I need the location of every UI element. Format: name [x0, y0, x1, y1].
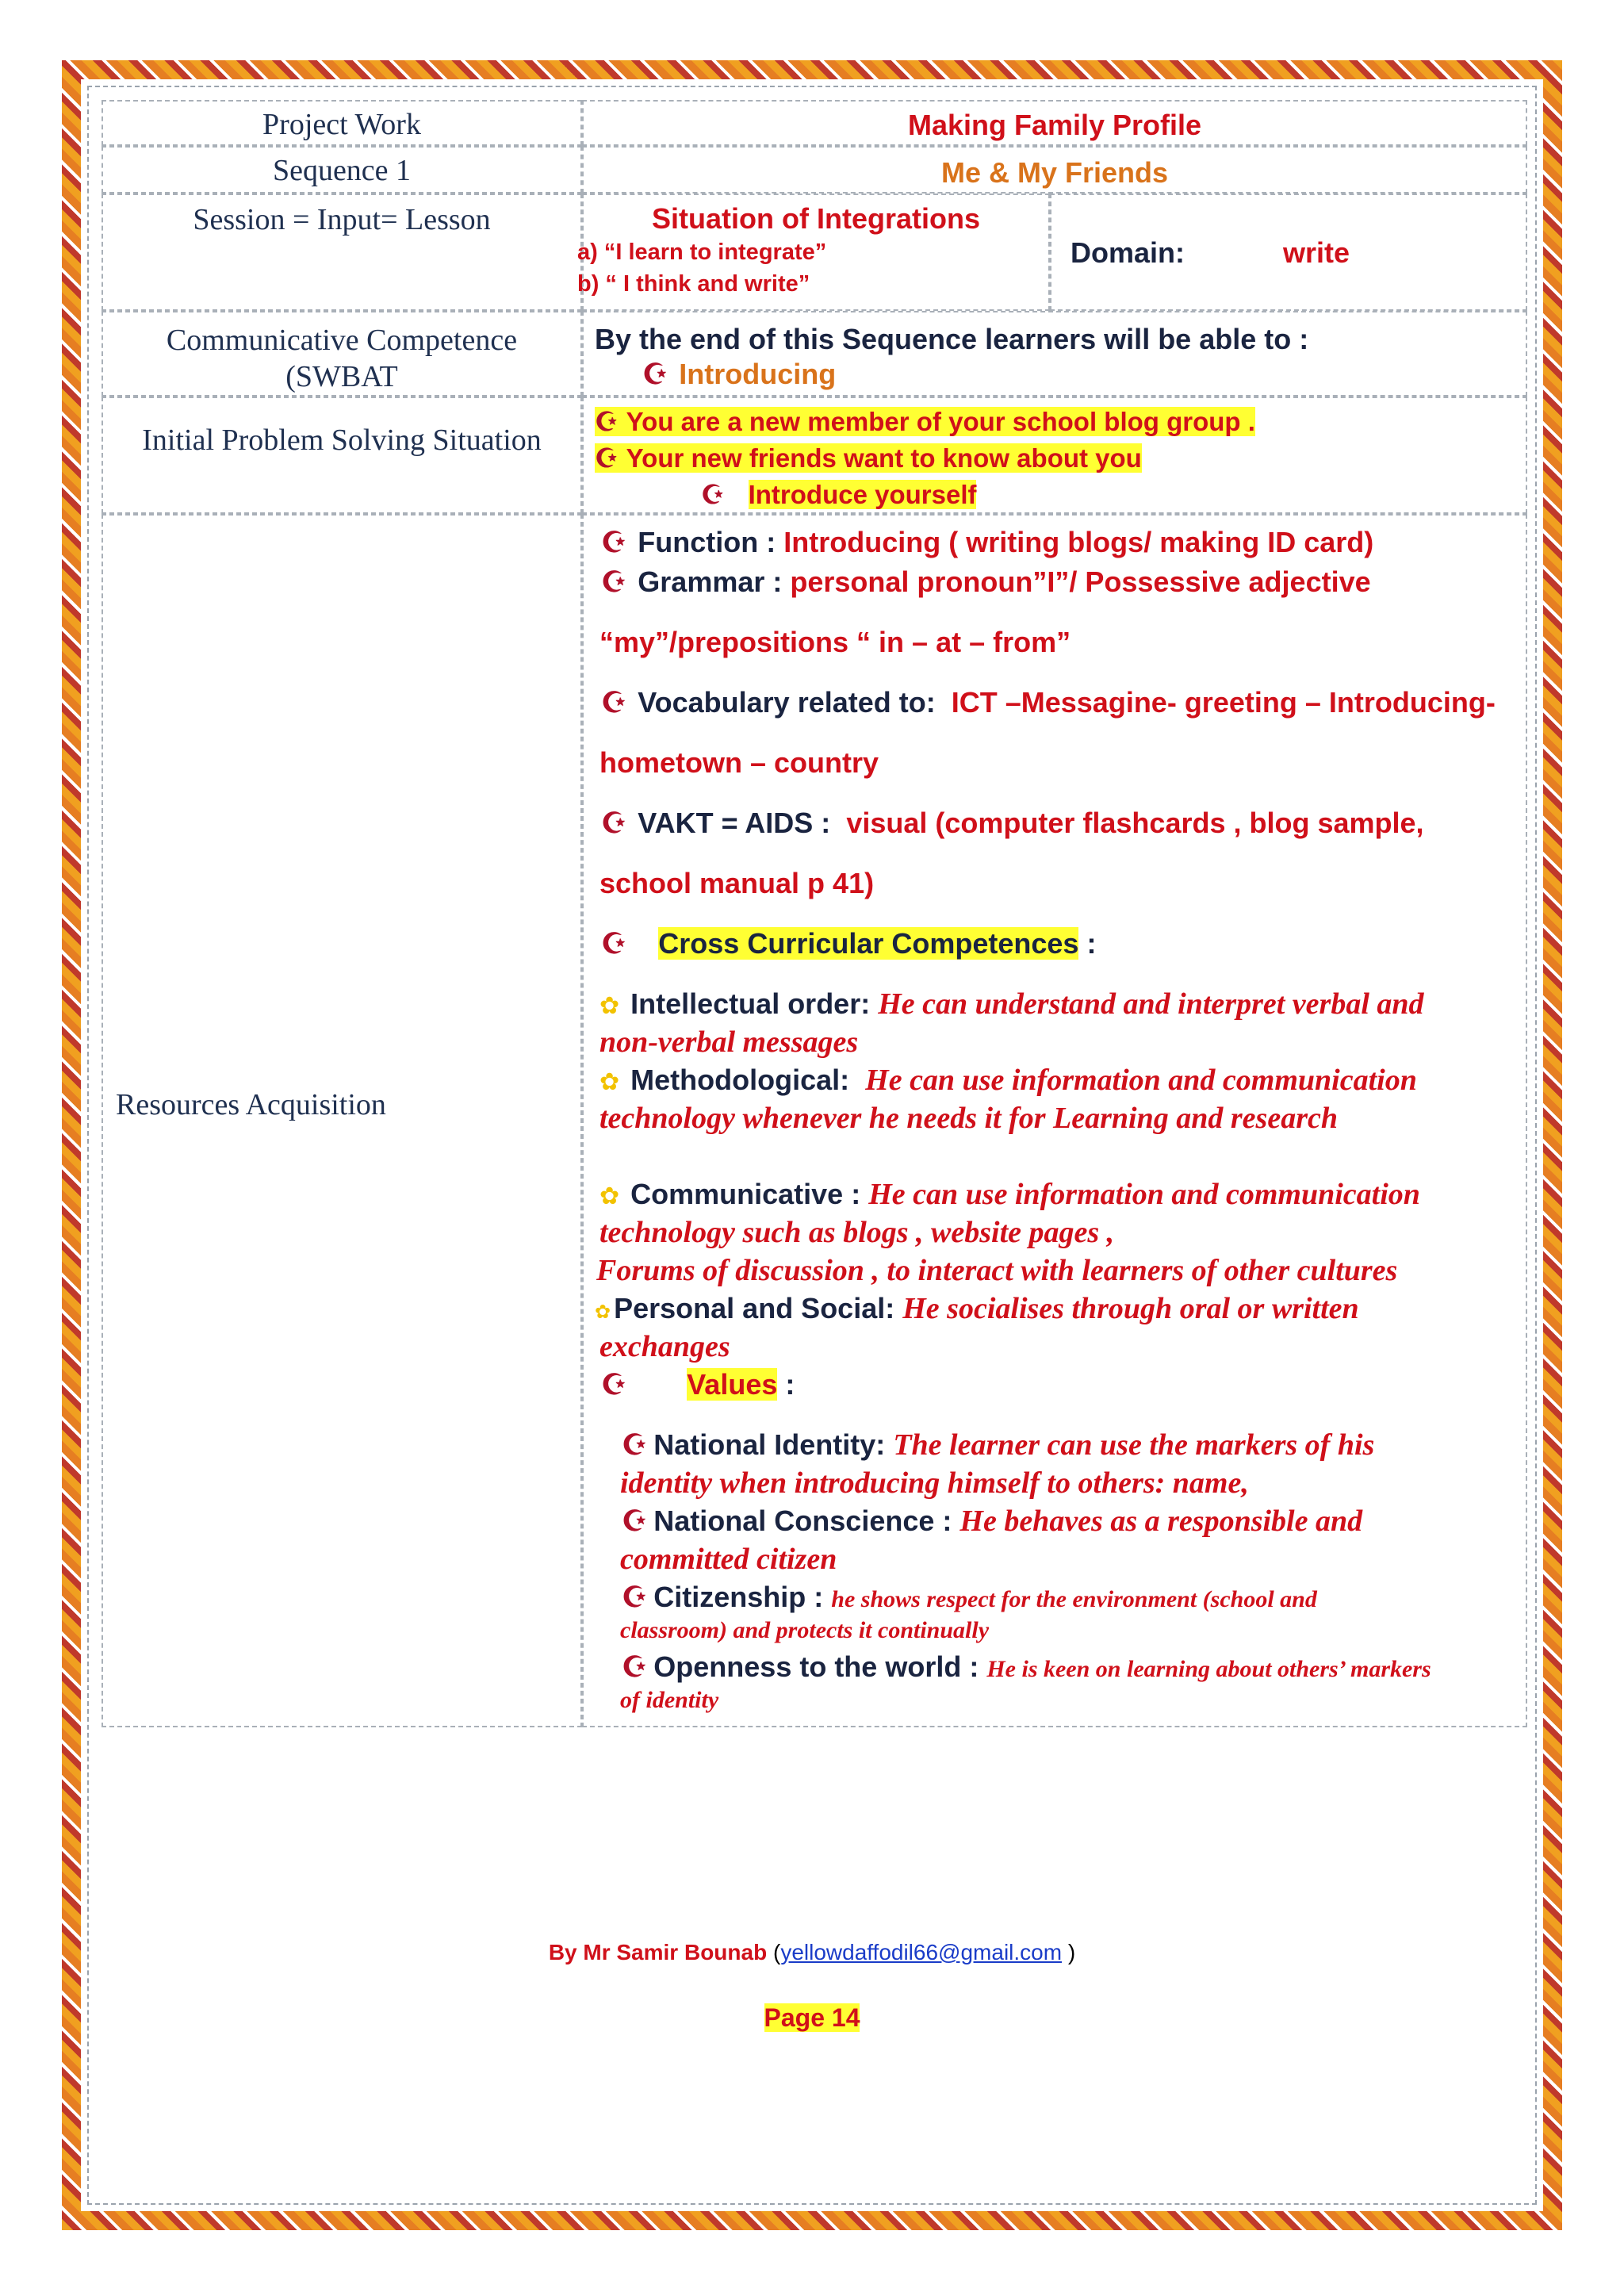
flower-icon: ✿	[599, 1183, 620, 1209]
national-conscience-value: He behaves as a responsible and	[959, 1504, 1363, 1538]
citizenship-value-line2: classroom) and protects it continually	[620, 1617, 990, 1643]
national-identity-value-line2: identity when introducing himself to others: name,	[620, 1466, 1249, 1500]
project-label-cell	[102, 100, 582, 146]
competence-value-cell	[582, 311, 1527, 397]
domain-value: write	[1283, 236, 1350, 269]
personal-social-value-line2: exchanges	[599, 1330, 730, 1363]
communicative-line	[599, 1177, 1420, 1214]
integration-b: b) “ I think and write”	[577, 271, 810, 297]
intellectual-label: Intellectual order:	[630, 987, 871, 1020]
open-paren: (	[772, 1940, 781, 1964]
national-identity-value: The learner can use the markers of his	[893, 1428, 1375, 1462]
national-identity-label: National Identity:	[653, 1428, 886, 1461]
communicative-value: He can use information and communication	[868, 1178, 1420, 1211]
crescent-star-icon: ☪	[595, 443, 619, 473]
page-number: Page 14	[764, 2003, 860, 2032]
competence-item-text: Introducing	[679, 358, 837, 390]
crescent-star-icon: ☪	[622, 1581, 648, 1613]
methodological-value: He can use information and communication	[865, 1064, 1417, 1097]
citizenship-value: he shows respect for the environment (school and	[831, 1586, 1317, 1612]
author-name: By Mr Samir Bounab	[548, 1940, 768, 1964]
integration-title: Situation of Integrations	[652, 202, 980, 235]
vocab-line	[601, 685, 1496, 720]
session-label: Session = Input= Lesson	[193, 203, 491, 236]
project-value-cell	[582, 100, 1527, 146]
grammar-value: personal pronoun”I”/ Possessive adjective	[790, 565, 1371, 598]
intellectual-value: He can understand and interpret verbal and	[878, 987, 1424, 1021]
citizenship-label: Citizenship :	[653, 1581, 824, 1613]
crescent-star-icon: ☪	[601, 1368, 627, 1401]
project-title: Making Family Profile	[907, 109, 1202, 141]
integration-a: a) “I learn to integrate”	[577, 240, 827, 265]
national-identity-line	[622, 1428, 1374, 1462]
personal-social-value: He socialises through oral or written	[902, 1292, 1359, 1325]
personal-social-line	[595, 1291, 1359, 1330]
crescent-star-icon: ☪	[701, 480, 725, 509]
problem-value-cell	[582, 397, 1527, 514]
crescent-star-icon: ☪	[595, 407, 619, 436]
domain-label: Domain:	[1071, 236, 1185, 269]
session-label-cell	[102, 194, 582, 311]
competence-label-cell	[102, 311, 582, 397]
problem-line2-text: Your new friends want to know about you	[626, 443, 1142, 473]
vakt-value: visual (computer flashcards , blog sample,	[846, 807, 1424, 839]
problem-line3	[701, 477, 976, 512]
methodological-line	[599, 1063, 1417, 1100]
vocab-value: ICT –Messagine- greeting – Introducing-	[951, 686, 1496, 719]
domain-cell	[1050, 194, 1527, 311]
grammar-line	[601, 565, 1371, 600]
resources-label-cell	[102, 514, 582, 1727]
crescent-star-icon: ☪	[622, 1428, 648, 1461]
flower-icon: ✿	[599, 1069, 620, 1095]
problem-line3-text: Introduce yourself	[748, 480, 977, 509]
openness-label: Openness to the world :	[653, 1650, 979, 1683]
methodological-value-line2: technology whenever he needs it for Learning and research	[599, 1102, 1338, 1135]
crescent-star-icon: ☪	[622, 1504, 648, 1537]
problem-label: Initial Problem Solving Situation	[142, 424, 542, 457]
function-value: Introducing ( writing blogs/ making ID card)	[783, 526, 1374, 558]
personal-social-label: Personal and Social:	[614, 1292, 895, 1324]
cross-curricular-colon: :	[1086, 927, 1097, 960]
national-conscience-line	[622, 1504, 1362, 1539]
resources-value-cell	[582, 514, 1527, 1727]
cross-curricular-label: Cross Curricular Competences	[658, 927, 1079, 960]
vakt-line	[601, 806, 1424, 841]
communicative-label: Communicative :	[630, 1178, 861, 1210]
openness-value-line2: of identity	[620, 1687, 719, 1713]
project-label: Project Work	[262, 108, 421, 141]
integration-cell	[577, 194, 1050, 311]
values-line	[601, 1367, 795, 1402]
vakt-label: VAKT = AIDS :	[638, 807, 831, 839]
problem-label-cell	[102, 397, 582, 514]
sequence-value-cell	[582, 146, 1527, 194]
methodological-label: Methodological:	[630, 1064, 850, 1096]
flower-icon: ✿	[595, 1301, 611, 1323]
intellectual-line	[599, 987, 1424, 1024]
function-line	[601, 525, 1373, 560]
page-number-row	[0, 2003, 1624, 2033]
vocab-value-line2: hometown – country	[599, 746, 879, 779]
problem-line1	[595, 404, 1255, 439]
competence-intro: By the end of this Sequence learners will be able to :	[595, 323, 1309, 355]
crescent-star-icon: ☪	[622, 1650, 648, 1683]
vakt-value-line2: school manual p 41)	[599, 867, 875, 899]
flower-icon: ✿	[599, 993, 620, 1019]
communicative-value-line3: Forums of discussion , to interact with learners of other cultures	[596, 1254, 1398, 1287]
crescent-star-icon: ☪	[642, 358, 668, 390]
competence-label-line1: Communicative Competence	[166, 324, 518, 357]
grammar-label: Grammar :	[638, 565, 783, 598]
close-paren: )	[1062, 1940, 1076, 1964]
values-label: Values	[687, 1368, 778, 1401]
grammar-value-line2: “my”/prepositions “ in – at – from”	[599, 626, 1071, 658]
cross-curricular-line	[601, 926, 1096, 961]
openness-line	[622, 1650, 1431, 1687]
vocab-label: Vocabulary related to:	[638, 686, 936, 719]
crescent-star-icon: ☪	[601, 686, 627, 719]
problem-line1-text: You are a new member of your school blog group .	[626, 407, 1255, 436]
communicative-value-line2: technology such as blogs , website pages ,	[599, 1216, 1115, 1249]
function-label: Function :	[638, 526, 776, 558]
competence-label-line2: (SWBAT	[285, 360, 398, 393]
sequence-label: Sequence 1	[272, 154, 412, 187]
national-conscience-label: National Conscience :	[653, 1504, 952, 1537]
competence-item	[642, 357, 836, 392]
intellectual-value-line2: non-verbal messages	[599, 1025, 859, 1059]
openness-value: He is keen on learning about others’ markers	[986, 1656, 1431, 1682]
resources-label: Resources Acquisition	[116, 1088, 386, 1121]
crescent-star-icon: ☪	[601, 807, 627, 839]
footer-credit	[0, 1940, 1624, 1965]
crescent-star-icon: ☪	[601, 526, 627, 558]
crescent-star-icon: ☪	[601, 927, 627, 960]
problem-line2	[595, 441, 1142, 476]
crescent-star-icon: ☪	[601, 565, 627, 598]
sequence-title: Me & My Friends	[940, 156, 1169, 189]
sequence-label-cell	[102, 146, 582, 194]
email-link[interactable]: yellowdaffodil66@gmail.com	[780, 1940, 1063, 1964]
values-colon: :	[785, 1368, 795, 1401]
citizenship-line	[622, 1580, 1317, 1617]
national-conscience-value-line2: committed citizen	[620, 1543, 837, 1576]
